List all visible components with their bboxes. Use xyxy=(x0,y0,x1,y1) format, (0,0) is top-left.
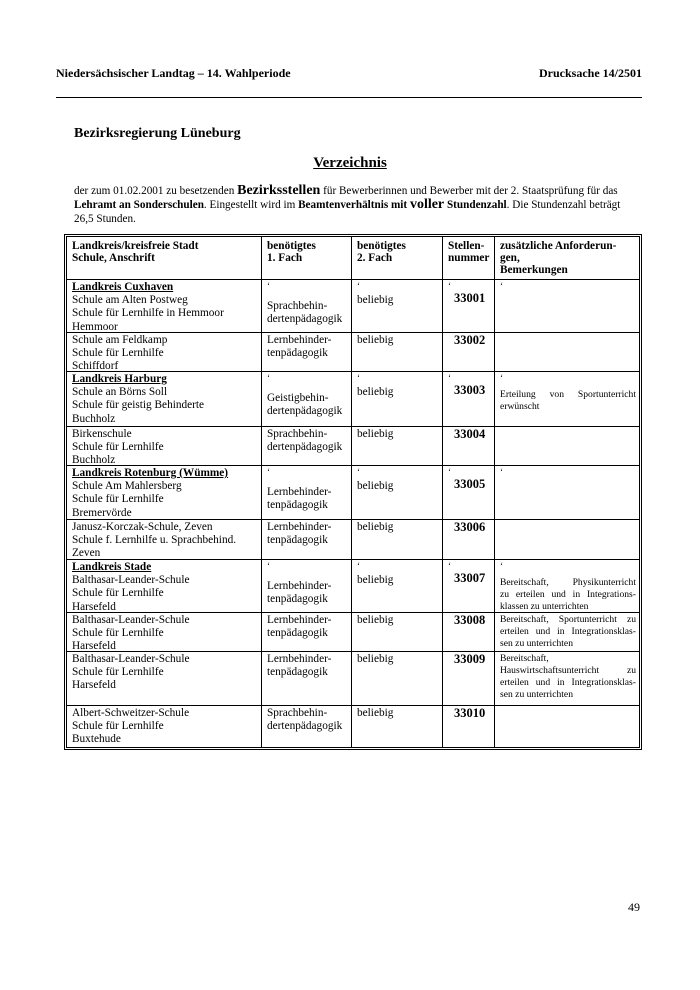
subject-2-cell: beliebig xyxy=(357,707,394,719)
remarks-line: erteilen und in Integrationsklas- xyxy=(500,626,636,637)
school-line: Schule für Lernhilfe xyxy=(72,587,164,600)
subject-1-cell xyxy=(267,580,349,606)
subject-1-line: tenpädagogik xyxy=(267,593,328,606)
document-number: Drucksache 14/2501 xyxy=(539,66,642,80)
intro-paragraph xyxy=(74,184,630,226)
tick-mark: ‘ xyxy=(448,281,451,291)
document-title: Verzeichnis xyxy=(313,155,387,171)
header-number-line-2: nummer xyxy=(448,252,490,264)
intro-text-3: . Eingestellt wird im xyxy=(203,199,299,211)
position-number: 33005 xyxy=(454,477,486,491)
subject-1-line: tenpädagogik xyxy=(267,666,328,679)
school-line: Buxtehude xyxy=(72,733,121,746)
district-name: Landkreis Stade xyxy=(72,561,152,573)
subject-1-cell xyxy=(267,707,349,733)
page-number: 49 xyxy=(628,900,640,914)
tick-mark: ‘ xyxy=(267,373,270,383)
tick-mark: ‘ xyxy=(357,373,360,383)
remarks-line: klassen zu unterrichten xyxy=(500,601,589,612)
subject-1-cell xyxy=(267,614,349,640)
intro-text-2: für Bewerberinnen und Bewerber mit der 2. Staatsprüfung für das xyxy=(320,185,618,197)
school-cell xyxy=(72,467,258,520)
school-cell xyxy=(72,521,258,561)
subject-1-cell xyxy=(267,428,349,454)
subject-1-line: tenpädagogik xyxy=(267,347,328,360)
remarks-cell xyxy=(500,577,636,613)
subject-1-line: Lernbehinder- xyxy=(267,486,332,498)
tick-mark: ‘ xyxy=(500,467,503,477)
tick-mark: ‘ xyxy=(267,281,270,291)
remarks-line: sen zu unterrichten xyxy=(500,689,573,700)
header-subject-2-line-2: 2. Fach xyxy=(357,252,393,264)
remarks-line: Bereitschaft, Sportunterricht zu xyxy=(500,614,636,625)
school-line: Schule am Feldkamp xyxy=(72,334,168,346)
school-line: Schule für Lernhilfe xyxy=(72,441,164,454)
position-number: 33007 xyxy=(454,571,486,585)
subject-1-line: dertenpädagogik xyxy=(267,720,343,733)
row-divider xyxy=(67,426,639,427)
school-line: Schule Am Mahlersberg xyxy=(72,480,182,493)
school-line: Janusz-Korczak-Schule, Zeven xyxy=(72,521,213,533)
intro-emphasis-1: Bezirksstellen xyxy=(237,183,321,198)
subject-2-cell: beliebig xyxy=(357,653,394,665)
school-cell xyxy=(72,614,258,654)
subject-1-line: dertenpädagogik xyxy=(267,405,343,418)
district-name: Landkreis Rotenburg (Wümme) xyxy=(72,467,229,479)
subject-1-line: Sprachbehin- xyxy=(267,707,328,719)
remarks-line: erwünscht xyxy=(500,401,540,412)
intro-bold-2: Beamtenverhältnis mit xyxy=(298,199,410,211)
subject-1-cell xyxy=(267,300,349,326)
district-name: Landkreis Cuxhaven xyxy=(72,281,174,293)
school-line: Schule für Lernhilfe xyxy=(72,347,164,360)
tick-mark: ‘ xyxy=(500,373,503,383)
subject-1-line: tenpädagogik xyxy=(267,627,328,640)
school-line: Harsefeld xyxy=(72,679,116,692)
school-line: Balthasar-Leander-Schule xyxy=(72,653,190,665)
subject-1-line: Lernbehinder- xyxy=(267,653,332,665)
intro-emphasis-2: voller xyxy=(409,197,445,212)
school-cell xyxy=(72,281,258,334)
tick-mark: ‘ xyxy=(357,561,360,571)
intro-text-1: der zum 01.02.2001 zu besetzenden xyxy=(74,185,238,197)
position-number: 33006 xyxy=(454,520,486,534)
tick-mark: ‘ xyxy=(357,281,360,291)
authority-heading: Bezirksregierung Lüneburg xyxy=(74,126,241,141)
tick-mark: ‘ xyxy=(267,467,270,477)
subject-1-cell xyxy=(267,486,349,512)
school-line: Harsefeld xyxy=(72,640,116,653)
header-remarks-line-3: Bemerkungen xyxy=(500,264,568,276)
school-line: Buchholz xyxy=(72,412,116,425)
remarks-cell xyxy=(500,614,636,650)
school-line: Schule für Lernhilfe xyxy=(72,720,164,733)
tick-mark: ‘ xyxy=(500,281,503,291)
remarks-cell xyxy=(500,389,636,413)
school-cell xyxy=(72,428,258,468)
header-remarks-line-2: gen, xyxy=(500,252,520,264)
subject-2-cell: beliebig xyxy=(357,480,394,492)
school-line: Zeven xyxy=(72,547,101,560)
subject-1-cell xyxy=(267,521,349,547)
header-remarks-line-1: zusätzliche Anforderun- xyxy=(500,240,617,252)
subject-1-cell xyxy=(267,392,349,418)
subject-1-cell xyxy=(267,653,349,679)
school-line: Schule für geistig Behinderte xyxy=(72,399,205,412)
remarks-line: zu erteilen und in Integrations- xyxy=(500,589,636,600)
school-line: Schule am Alten Postweg xyxy=(72,294,188,307)
school-cell xyxy=(72,373,258,426)
school-line: Schule für Lernhilfe xyxy=(72,666,164,679)
header-subject-1-line-1: benötigtes xyxy=(267,240,316,252)
header-subject-2-line-1: benötigtes xyxy=(357,240,406,252)
header-school xyxy=(72,240,198,264)
header-subject-1-line-2: 1. Fach xyxy=(267,252,303,264)
subject-1-line: Lernbehinder- xyxy=(267,521,332,533)
header-number xyxy=(448,240,489,264)
position-number: 33008 xyxy=(454,613,486,627)
header-subject-1 xyxy=(267,240,316,264)
intro-text-4: . Die Stundenzahl beträgt 26,5 Stunden. xyxy=(74,199,621,225)
subject-1-cell xyxy=(267,334,349,360)
district-name: Landkreis Harburg xyxy=(72,373,167,385)
column-divider xyxy=(351,237,352,747)
header-remarks xyxy=(500,240,616,276)
remarks-line: sen zu unterrichten xyxy=(500,638,573,649)
position-number: 33002 xyxy=(454,333,486,347)
position-number: 33003 xyxy=(454,383,486,397)
school-line: Schule für Lernhilfe xyxy=(72,627,164,640)
school-line: Albert-Schweitzer-Schule xyxy=(72,707,190,719)
subject-1-line: Sprachbehin- xyxy=(267,428,328,440)
header-number-line-1: Stellen- xyxy=(448,240,485,252)
subject-2-cell: beliebig xyxy=(357,294,394,306)
header-school-line-2: Schule, Anschrift xyxy=(72,252,155,264)
column-divider xyxy=(494,237,495,747)
school-line: Birkenschule xyxy=(72,428,132,440)
tick-mark: ‘ xyxy=(448,467,451,477)
remarks-line: Erteilung von Sportunterricht xyxy=(500,389,636,400)
page-header xyxy=(56,66,642,86)
tick-mark: ‘ xyxy=(267,561,270,571)
school-line: Hemmoor xyxy=(72,320,118,333)
school-line: Schule für Lernhilfe xyxy=(72,493,164,506)
row-divider xyxy=(67,279,639,280)
school-line: Schule an Börns Soll xyxy=(72,386,168,399)
remarks-cell xyxy=(500,653,636,701)
row-divider xyxy=(67,705,639,706)
subject-1-line: Lernbehinder- xyxy=(267,580,332,592)
subject-2-cell: beliebig xyxy=(357,334,394,346)
subject-1-line: Sprachbehin- xyxy=(267,300,328,312)
tick-mark: ‘ xyxy=(357,467,360,477)
school-line: Harsefeld xyxy=(72,600,116,613)
school-line: Schiffdorf xyxy=(72,360,119,373)
subject-2-cell: beliebig xyxy=(357,574,394,586)
subject-2-cell: beliebig xyxy=(357,428,394,440)
school-cell xyxy=(72,653,258,693)
subject-1-line: Geistigbehin- xyxy=(267,392,329,404)
subject-1-line: tenpädagogik xyxy=(267,499,328,512)
subject-1-line: Lernbehinder- xyxy=(267,614,332,626)
school-line: Buchholz xyxy=(72,454,116,467)
school-cell xyxy=(72,334,258,374)
subject-1-line: Lernbehinder- xyxy=(267,334,332,346)
position-number: 33010 xyxy=(454,706,486,720)
subject-1-line: dertenpädagogik xyxy=(267,313,343,326)
column-divider xyxy=(261,237,262,747)
position-number: 33009 xyxy=(454,652,486,666)
column-divider xyxy=(442,237,443,747)
remarks-line: Bereitschaft, Physikunterricht xyxy=(500,577,636,588)
school-line: Bremervörde xyxy=(72,506,132,519)
remarks-line: Hauswirtschaftsunterricht zu xyxy=(500,665,636,676)
school-line: Schule f. Lernhilfe u. Sprachbehind. xyxy=(72,534,237,547)
tick-mark: ‘ xyxy=(500,561,503,571)
intro-bold-3: Stundenzahl xyxy=(444,199,507,211)
school-cell xyxy=(72,707,258,747)
header-rule xyxy=(56,97,642,98)
tick-mark: ‘ xyxy=(448,373,451,383)
position-number: 33004 xyxy=(454,427,486,441)
subject-1-line: dertenpädagogik xyxy=(267,441,343,454)
subject-2-cell: beliebig xyxy=(357,521,394,533)
school-line: Balthasar-Leander-Schule xyxy=(72,614,190,626)
header-school-line-1: Landkreis/kreisfreie Stadt xyxy=(72,240,199,252)
vacancy-table xyxy=(66,236,640,748)
tick-mark: ‘ xyxy=(448,561,451,571)
subject-2-cell: beliebig xyxy=(357,614,394,626)
school-line: Balthasar-Leander-Schule xyxy=(72,574,190,587)
subject-2-cell: beliebig xyxy=(357,386,394,398)
remarks-line: Bereitschaft, xyxy=(500,653,549,664)
intro-bold-1: Lehramt an Sonderschulen xyxy=(74,199,204,211)
position-number: 33001 xyxy=(454,291,486,305)
header-subject-2 xyxy=(357,240,406,264)
subject-1-line: tenpädagogik xyxy=(267,534,328,547)
remarks-line: erteilen und in Integrationsklas- xyxy=(500,677,636,688)
parliament-title: Niedersächsischer Landtag – 14. Wahlperiode xyxy=(56,66,291,80)
school-line: Schule für Lernhilfe in Hemmoor xyxy=(72,307,224,320)
school-cell xyxy=(72,561,258,614)
